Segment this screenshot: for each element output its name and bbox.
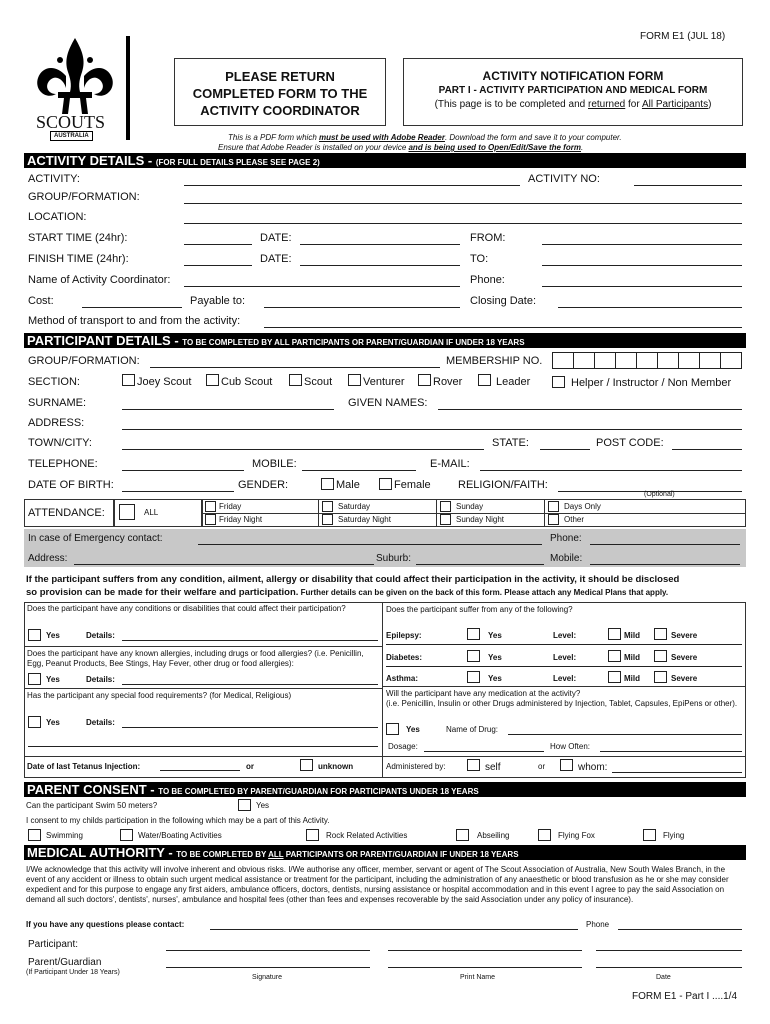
asthma-mild-checkbox[interactable]	[608, 671, 621, 683]
q3-yes-label: Yes	[46, 718, 60, 727]
abseiling-label: Abseiling	[477, 831, 510, 840]
saturday-night-checkbox[interactable]	[322, 514, 333, 525]
closing-label: Closing Date:	[470, 295, 537, 307]
q1-yes-checkbox[interactable]	[28, 629, 41, 641]
authority-note-post: PARTICIPANTS OR PARENT/GUARDIAN IF UNDER 18 YEARS	[283, 850, 519, 859]
epilepsy-severe-checkbox[interactable]	[654, 628, 667, 640]
whom-field[interactable]	[612, 772, 742, 773]
activity-header-title: ACTIVITY DETAILS -	[27, 153, 156, 168]
participant-print-field[interactable]	[388, 950, 582, 951]
epilepsy-mild-label: Mild	[624, 631, 640, 640]
mobile-label: MOBILE:	[252, 458, 297, 470]
group-label: GROUP/FORMATION:	[28, 191, 140, 203]
surname-field[interactable]	[122, 409, 334, 410]
participant-header-note: TO BE COMPLETED BY ALL PARTICIPANTS OR PARENT/GUARDIAN IF UNDER 18 YEARS	[182, 338, 525, 347]
em-address-label: Address:	[28, 553, 68, 564]
q1-text: Does the participant have any conditions or disabilities that could affect their participation?	[27, 604, 346, 613]
col-sep-1	[318, 499, 319, 527]
cost-field[interactable]	[82, 307, 182, 308]
how-often-label: How Often:	[550, 742, 591, 751]
em-suburb-label: Suburb:	[376, 553, 412, 564]
all-checkbox[interactable]	[119, 504, 135, 520]
date-caption: Date	[656, 974, 671, 981]
q2-details-field[interactable]	[122, 684, 378, 685]
med-left-sep-1	[24, 646, 382, 647]
participant-header	[24, 333, 746, 348]
questions-phone-field[interactable]	[618, 929, 742, 930]
participant-date-field[interactable]	[596, 950, 742, 951]
form-subtitle: PART I - ACTIVITY PARTICIPATION AND MEDICAL FORM	[438, 85, 708, 96]
state-field[interactable]	[540, 449, 590, 450]
section-label: SECTION:	[28, 376, 80, 388]
email-field[interactable]	[480, 470, 742, 471]
mobile-field[interactable]	[302, 470, 416, 471]
attendance-label: ATTENDANCE:	[28, 507, 105, 519]
surname-label: SURNAME:	[28, 397, 87, 409]
epilepsy-yes-label: Yes	[488, 631, 502, 640]
friday-checkbox[interactable]	[205, 501, 216, 512]
pdf-note-1-post: . Download the form and save it to your computer.	[444, 133, 622, 142]
pdf-note-1-pre: This is a PDF form which	[228, 133, 319, 142]
days-only-checkbox[interactable]	[548, 501, 559, 512]
group-field[interactable]	[184, 203, 742, 204]
to-field[interactable]	[542, 265, 742, 266]
membership-boxes[interactable]	[552, 352, 742, 369]
finish-date-field[interactable]	[300, 265, 460, 266]
q3-text: Has the participant any special food requirements? (for Medical, Religious)	[27, 691, 292, 700]
medical-grid-divider	[382, 602, 383, 778]
epilepsy-row-line	[386, 644, 742, 645]
rover-label: Rover	[433, 376, 463, 388]
closing-field[interactable]	[558, 307, 742, 308]
consent-text: I consent to my childs participation in the following which may be a part of this Activity.	[26, 816, 330, 825]
scout-label: Scout	[304, 376, 333, 388]
telephone-label: TELEPHONE:	[28, 458, 98, 470]
note-returned: returned	[588, 99, 626, 110]
sunday-night-label: Sunday Night	[456, 515, 505, 524]
female-checkbox[interactable]	[379, 478, 392, 490]
swim-yes-checkbox[interactable]	[238, 799, 251, 811]
parent-signature-field[interactable]	[166, 967, 370, 968]
rock-checkbox[interactable]	[306, 829, 319, 841]
q1-yes-label: Yes	[46, 631, 60, 640]
dosage-label: Dosage:	[388, 742, 418, 751]
friday-night-label: Friday Night	[219, 515, 263, 524]
parent-print-field[interactable]	[388, 967, 582, 968]
asthma-label: Asthma:	[386, 674, 419, 683]
tetanus-field[interactable]	[160, 770, 240, 771]
to-label: TO:	[470, 253, 489, 265]
start-date-label: DATE:	[260, 232, 292, 244]
sunday-night-checkbox[interactable]	[440, 514, 451, 525]
flying-fox-label: Flying Fox	[558, 831, 595, 840]
pdf-note-1	[228, 133, 622, 143]
days-only-label: Days Only	[564, 502, 601, 511]
em-phone-field[interactable]	[590, 544, 740, 545]
attendance-box	[24, 499, 114, 527]
participant-signature-field[interactable]	[166, 950, 370, 951]
phone-label: Phone:	[470, 274, 505, 286]
activity-label: ACTIVITY:	[28, 173, 80, 185]
cub-label: Cub Scout	[221, 376, 273, 388]
flying-fox-checkbox[interactable]	[538, 829, 551, 841]
cub-checkbox[interactable]	[206, 374, 219, 386]
epilepsy-severe-label: Severe	[671, 631, 698, 640]
medication-yes-checkbox[interactable]	[386, 723, 399, 735]
q4-text: Does the participant suffer from any of the following?	[386, 605, 573, 614]
postcode-label: POST CODE:	[596, 437, 664, 449]
all-label: ALL	[144, 508, 159, 517]
dob-label: DATE OF BIRTH:	[28, 479, 114, 491]
start-time-field[interactable]	[184, 244, 252, 245]
how-often-field[interactable]	[600, 751, 742, 752]
coordinator-label: Name of Activity Coordinator:	[28, 274, 171, 286]
self-label: self	[485, 762, 501, 773]
flying-label: Flying	[663, 831, 685, 840]
q2-yes-checkbox[interactable]	[28, 673, 41, 685]
venturer-label: Venturer	[363, 376, 405, 388]
asthma-yes-checkbox[interactable]	[467, 671, 480, 683]
drug-name-field[interactable]	[508, 734, 742, 735]
diabetes-yes-label: Yes	[488, 653, 502, 662]
optional-label: (Optional)	[644, 491, 675, 498]
em-mobile-label: Mobile:	[550, 553, 583, 564]
asthma-yes-label: Yes	[488, 674, 502, 683]
address-field[interactable]	[122, 429, 742, 430]
other-label: Other	[564, 515, 585, 524]
swimming-checkbox[interactable]	[28, 829, 41, 841]
membership-label: MEMBERSHIP NO.	[446, 355, 543, 367]
print-name-caption: Print Name	[460, 974, 496, 981]
payable-label: Payable to:	[190, 295, 246, 307]
email-label: E-MAIL:	[430, 458, 470, 470]
participant-header-title: PARTICIPANT DETAILS -	[27, 333, 183, 348]
participant-sig-label: Participant:	[28, 939, 79, 950]
activity-header	[24, 153, 746, 168]
religion-label: RELIGION/FAITH:	[458, 479, 548, 491]
logo-divider	[126, 36, 130, 140]
telephone-field[interactable]	[122, 470, 244, 471]
parent-sig-label: Parent/Guardian	[28, 957, 102, 968]
activity-header-note: (FOR FULL DETAILS PLEASE SEE PAGE 2)	[155, 158, 320, 167]
transport-label: Method of transport to and from the activity:	[28, 315, 241, 327]
joey-label: Joey Scout	[137, 376, 192, 388]
med-left-sep-3	[24, 756, 382, 757]
consent-header-note: TO BE COMPLETED BY PARENT/GUARDIAN FOR PARTICIPANTS UNDER 18 YEARS	[158, 787, 479, 796]
sunday-label: Sunday	[456, 502, 484, 511]
epilepsy-mild-checkbox[interactable]	[608, 628, 621, 640]
sunday-checkbox[interactable]	[440, 501, 451, 512]
footer: FORM E1 - Part I ....1/4	[632, 991, 738, 1002]
q3-details-field[interactable]	[122, 727, 378, 728]
state-label: STATE:	[492, 437, 529, 449]
activity-no-label: ACTIVITY NO:	[528, 173, 600, 185]
q3-details-label: Details:	[86, 718, 115, 727]
consent-header-title: PARENT CONSENT -	[27, 782, 159, 797]
authority-note-pre: TO BE COMPLETED BY	[176, 850, 269, 859]
col-sep-3	[544, 499, 545, 527]
flying-checkbox[interactable]	[643, 829, 656, 841]
q1-details-field[interactable]	[122, 640, 378, 641]
diabetes-level-label: Level:	[553, 653, 577, 662]
q2-text: Does the participant have any known allergies, including drugs or food allergies? (i.e. Penicillin, Egg, Peanut Products, Bee Stings, Hay Fever, other drug or food allergies):	[27, 649, 364, 668]
address-label: ADDRESS:	[28, 417, 85, 429]
q3-yes-checkbox[interactable]	[28, 716, 41, 728]
form-note	[404, 98, 742, 111]
other-checkbox[interactable]	[548, 514, 559, 525]
emergency-label: In case of Emergency contact:	[28, 533, 163, 544]
diabetes-severe-label: Severe	[671, 653, 698, 662]
med-right-sep-2	[382, 756, 746, 757]
parent-date-field[interactable]	[596, 967, 742, 968]
note-all: All Participants	[641, 99, 709, 110]
diabetes-mild-checkbox[interactable]	[608, 650, 621, 662]
return-box	[174, 58, 386, 126]
diabetes-mild-label: Mild	[624, 653, 640, 662]
disclosure-bold: so provision can be made for their welfare and participation.	[26, 587, 299, 598]
q3-details-field-2[interactable]	[28, 746, 378, 747]
female-label: Female	[394, 479, 431, 491]
pdf-note-2-pre: Ensure that Adobe Reader is installed on your device	[218, 143, 409, 152]
given-field[interactable]	[438, 409, 742, 410]
drug-name-label: Name of Drug:	[446, 725, 499, 734]
logo-text: SCOUTS	[36, 112, 106, 132]
questions-label: If you have any questions please contact:	[26, 920, 185, 929]
swimming-label: Swimming	[46, 831, 83, 840]
tetanus-or: or	[246, 762, 254, 771]
authority-header-title: MEDICAL AUTHORITY -	[27, 845, 177, 860]
joey-checkbox[interactable]	[122, 374, 135, 386]
return-text: PLEASE RETURN COMPLETED FORM TO THE ACTIVITY COORDINATOR	[192, 69, 368, 118]
helper-checkbox[interactable]	[552, 376, 565, 388]
start-time-label: START TIME (24hr):	[28, 232, 128, 244]
q2-yes-label: Yes	[46, 675, 60, 684]
asthma-severe-label: Severe	[671, 674, 698, 683]
logo-subtext: AUSTRALIA	[50, 131, 93, 141]
unknown-label: unknown	[318, 762, 354, 771]
leader-label: Leader	[496, 376, 531, 388]
q5-text: Will the participant have any medication at the activity? (i.e. Penicillin, Insulin or other Drugs administered by Injection, Tablet, Capsules, EpiPens or other).	[386, 689, 738, 708]
asthma-mild-label: Mild	[624, 674, 640, 683]
administered-label: Administered by:	[386, 762, 446, 771]
note-pre: (This page is to be completed and	[434, 99, 588, 110]
water-checkbox[interactable]	[120, 829, 133, 841]
form-title: ACTIVITY NOTIFICATION FORM	[482, 69, 664, 83]
dosage-field[interactable]	[424, 751, 544, 752]
cost-label: Cost:	[28, 295, 54, 307]
col-sep-2	[436, 499, 437, 527]
friday-label: Friday	[219, 502, 242, 511]
coordinator-field[interactable]	[184, 286, 460, 287]
saturday-label: Saturday	[338, 502, 371, 511]
q1-details-label: Details:	[86, 631, 115, 640]
diabetes-row-line	[386, 666, 742, 667]
venturer-checkbox[interactable]	[348, 374, 361, 386]
disclosure-line-2	[26, 586, 668, 599]
note-mid: for	[625, 99, 642, 110]
location-field[interactable]	[184, 223, 742, 224]
scout-checkbox[interactable]	[289, 374, 302, 386]
medication-yes-label: Yes	[406, 725, 420, 734]
asthma-level-label: Level:	[553, 674, 577, 683]
authority-note-all: ALL	[268, 850, 284, 859]
town-field[interactable]	[122, 449, 484, 450]
abseiling-checkbox[interactable]	[456, 829, 469, 841]
disclosure-line-1: If the participant suffers from any condition, ailment, allergy or disability that could affect their participation in the activity, it should be disclosed	[26, 574, 680, 585]
p-group-field[interactable]	[150, 367, 440, 368]
saturday-night-label: Saturday Night	[338, 515, 391, 524]
questions-phone-label: Phone	[586, 920, 610, 929]
diabetes-severe-checkbox[interactable]	[654, 650, 667, 662]
note-post: )	[708, 99, 712, 110]
swim-label: Can the participant Swim 50 meters?	[26, 801, 158, 810]
parent-note: (If Participant Under 18 Years)	[26, 969, 120, 976]
phone-field[interactable]	[542, 286, 742, 287]
title-box	[403, 58, 743, 126]
rock-label: Rock Related Activities	[326, 831, 408, 840]
start-date-field[interactable]	[300, 244, 460, 245]
administered-or: or	[538, 762, 546, 771]
epilepsy-yes-checkbox[interactable]	[467, 628, 480, 640]
q2-details-label: Details:	[86, 675, 115, 684]
friday-night-checkbox[interactable]	[205, 514, 216, 525]
whom-label: whom:	[578, 762, 608, 773]
town-label: TOWN/CITY:	[28, 437, 92, 449]
transport-field[interactable]	[264, 327, 742, 328]
dob-field[interactable]	[122, 491, 234, 492]
gender-label: GENDER:	[238, 479, 289, 491]
authority-header	[24, 845, 746, 860]
em-mobile-field[interactable]	[590, 564, 740, 565]
questions-field[interactable]	[210, 929, 578, 930]
swim-yes-label: Yes	[256, 801, 270, 810]
authority-text: I/We acknowledge that this activity will involve inherent and obvious risks. I/We authorise any officer, member, servant or agent of The Scout Association of Australia, New South Wales Branch, in the event of any accident or illness to obtain such urgent medical assistance or treatment for the participant, including the administration of any anaesthetic or blood transfusion as he or she may consider expedient and for this purpose to engage any first aiders, ambulance officers, doctors, dentists, nursing assistance or hospital accommodation and in this event I agree to pay the said Association on demand all such doctors', dentists', nurses', ambulance and hospital fees (other than fees and expenses recoverable by the said Association under any policy of insurance).	[26, 865, 729, 904]
rover-checkbox[interactable]	[418, 374, 431, 386]
whom-checkbox[interactable]	[560, 759, 573, 771]
from-label: FROM:	[470, 232, 506, 244]
pdf-note-1-bold: must be used with Adobe Reader	[318, 133, 445, 142]
attendance-divider	[202, 513, 746, 514]
p-group-label: GROUP/FORMATION:	[28, 355, 140, 367]
self-checkbox[interactable]	[467, 759, 480, 771]
activity-field[interactable]	[184, 185, 520, 186]
disclosure-small: Further details can be given on the back of this form. Please attach any Medical Plans that apply.	[298, 588, 669, 597]
em-suburb-field[interactable]	[416, 564, 544, 565]
tetanus-label: Date of last Tetanus Injection:	[27, 762, 141, 771]
consent-header	[24, 782, 746, 797]
payable-field[interactable]	[264, 307, 460, 308]
asthma-severe-checkbox[interactable]	[654, 671, 667, 683]
form-code: FORM E1 (JUL 18)	[640, 31, 726, 42]
finish-time-label: FINISH TIME (24hr):	[28, 253, 129, 265]
unknown-checkbox[interactable]	[300, 759, 313, 771]
male-label: Male	[336, 479, 360, 491]
leader-checkbox[interactable]	[478, 374, 491, 386]
location-label: LOCATION:	[28, 211, 87, 223]
from-field[interactable]	[542, 244, 742, 245]
em-phone-label: Phone:	[550, 533, 582, 544]
emergency-field[interactable]	[198, 544, 542, 545]
finish-time-field[interactable]	[184, 265, 252, 266]
given-label: GIVEN NAMES:	[348, 397, 428, 409]
activity-no-field[interactable]	[634, 185, 742, 186]
finish-date-label: DATE:	[260, 253, 292, 265]
water-label: Water/Boating Activities	[138, 831, 222, 840]
male-checkbox[interactable]	[321, 478, 334, 490]
epilepsy-level-label: Level:	[553, 631, 577, 640]
diabetes-yes-checkbox[interactable]	[467, 650, 480, 662]
diabetes-label: Diabetes:	[386, 653, 423, 662]
pdf-note-2-post: .	[580, 143, 584, 152]
pdf-note-2	[218, 143, 583, 153]
signature-caption: Signature	[252, 974, 282, 981]
epilepsy-label: Epilepsy:	[386, 631, 422, 640]
helper-label: Helper / Instructor / Non Member	[571, 377, 732, 389]
med-right-sep-1	[382, 686, 746, 687]
em-address-field[interactable]	[74, 564, 374, 565]
med-left-sep-2	[24, 688, 382, 689]
saturday-checkbox[interactable]	[322, 501, 333, 512]
postcode-field[interactable]	[672, 449, 742, 450]
pdf-note-2-bold: and is being used to Open/Edit/Save the form	[408, 143, 581, 152]
